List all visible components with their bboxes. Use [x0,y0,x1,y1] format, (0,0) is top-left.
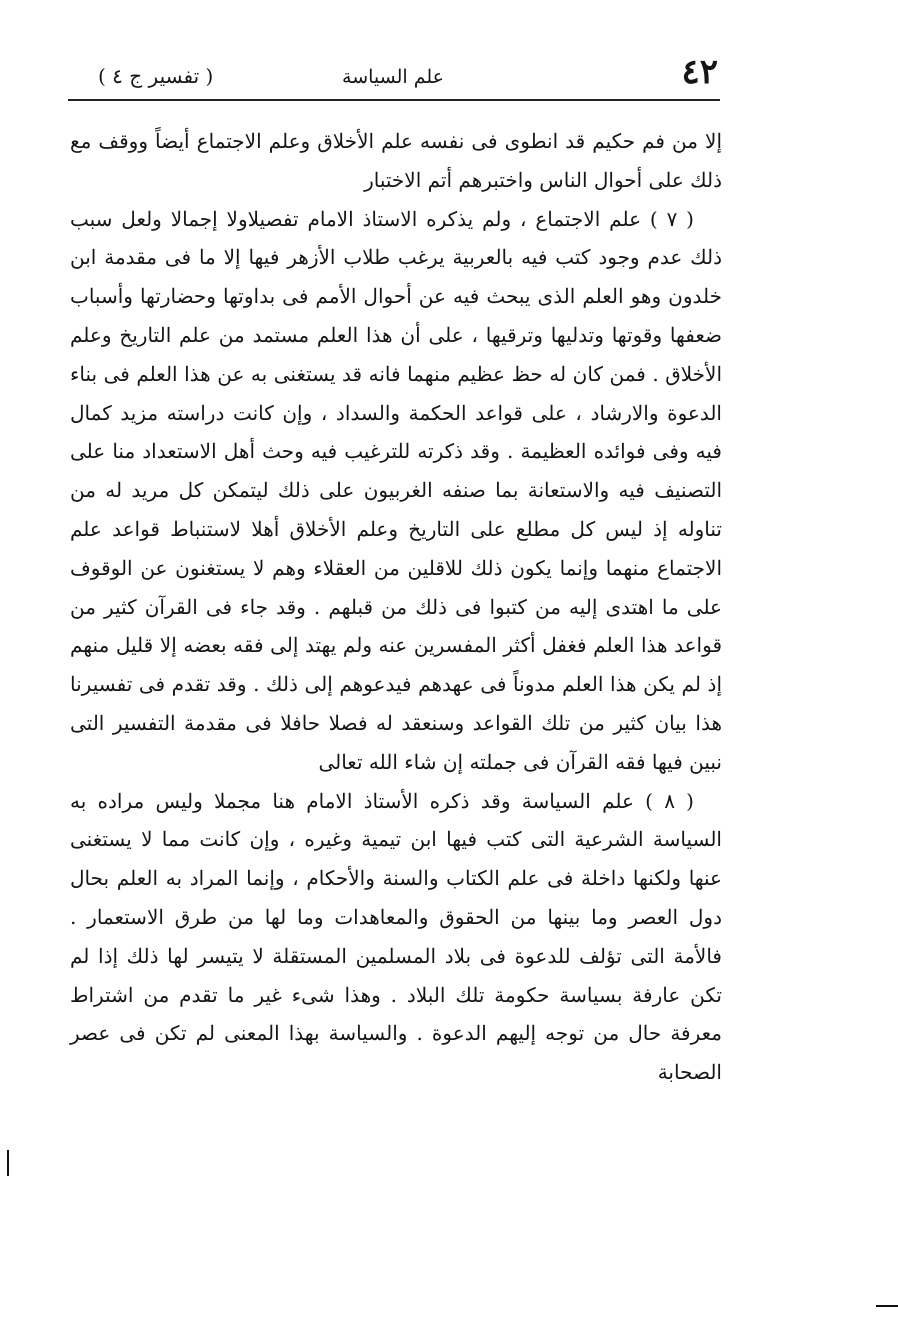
paragraph-continuation: إلا من فم حكيم قد انطوى فى نفسه علم الأخلاق وعلم الاجتماع أيضاً ووقف مع ذلك على أحوال الناس واختبرهم أتم الاختبار [70,129,722,192]
paragraph-politics: ( ٨ ) علم السياسة وقد ذكره الأستاذ الامام هنا مجملا وليس مراده به السياسة الشرعية التى كتب فيها ابن تيمية وغيره ، وإن كانت مما لا يستغنى عنها ولكنها داخلة فى علم الكتاب والسنة والأحكام ، وإنما المراد به العلم بحال دول العصر وما بينها من الحقوق والمعاهدات وما لها من طرق الاستعمار . فالأمة التى تؤلف للدعوة فى بلاد المسلمين المستقلة لا يتيسر لها ذلك إذا لم تكن عارفة بسياسة حكومة تلك البلاد . وهذا شىء غير ما تقدم من اشتراط معرفة حال من توجه إليهم الدعوة . والسياسة بهذا المعنى لم تكن فى عصر الصحابة [70,788,723,1085]
scan-edge-mark-left [7,1150,9,1176]
running-head [68,50,718,100]
scan-edge-mark-bottom [876,1305,898,1307]
header-divider [68,99,720,101]
book-signature: ( تفسير ج ٤ ) [98,64,214,88]
page-number: ٤٢ [681,52,718,92]
body-text [70,122,722,1092]
paragraph-sociology: ( ٧ ) علم الاجتماع ، ولم يذكره الاستاذ الامام تفصيلاولا إجمالا ولعل سبب ذلك عدم وجود كتب فيه بالعربية يرغب طلاب الأزهر فيها إلا ما فى مقدمة ابن خلدون وهو العلم الذى يبحث فيه عن أحوال الأمم فى بداوتها وحضارتها وأسباب ضعفها وقوتها وتدليها وترقيها ، على أن هذا العلم مستمد من علم التاريخ وعلم الأخلاق . فمن كان له حظ عظيم منهما فانه قد يستغنى به عن هذا العلم فى بناء الدعوة والارشاد ، على قواعد الحكمة والسداد ، وإن كانت دراسته مزيد كمال فيه وفى فوائده العظيمة . وقد ذكرته للترغيب فيه وحث أهل الاستعداد منا على التصنيف فيه والاستعانة بما صنفه الغربيون على ذلك ليتمكن كل مريد له من تناوله إذ ليس كل مطلع على التاريخ وعلم الأخلاق أهلا لاستنباط قواعد علم الاجتماع منهما وإنما يكون ذلك للاقلين من العقلاء وهم لا يستغنون عن الوقوف على ما اهتدى إليه من كتبوا فى ذلك من قبلهم . وقد جاء فى القرآن كثير من قواعد هذا العلم فغفل أكثر المفسرين عنه ولم يهتد إلى فقه بعضه إلا قليل منهم إذ لم يكن هذا العلم مدوناً فى عهدهم فيدعوهم إلى ذلك . وقد تقدم فى تفسيرنا هذا بيان كثير من تلك القواعد وسنعقد له فصلا حافلا فى مقدمة التفسير التى نبين فيها فقه القرآن فى جملته إن شاء الله تعالى [70,206,722,774]
section-title: علم السياسة [342,66,444,88]
